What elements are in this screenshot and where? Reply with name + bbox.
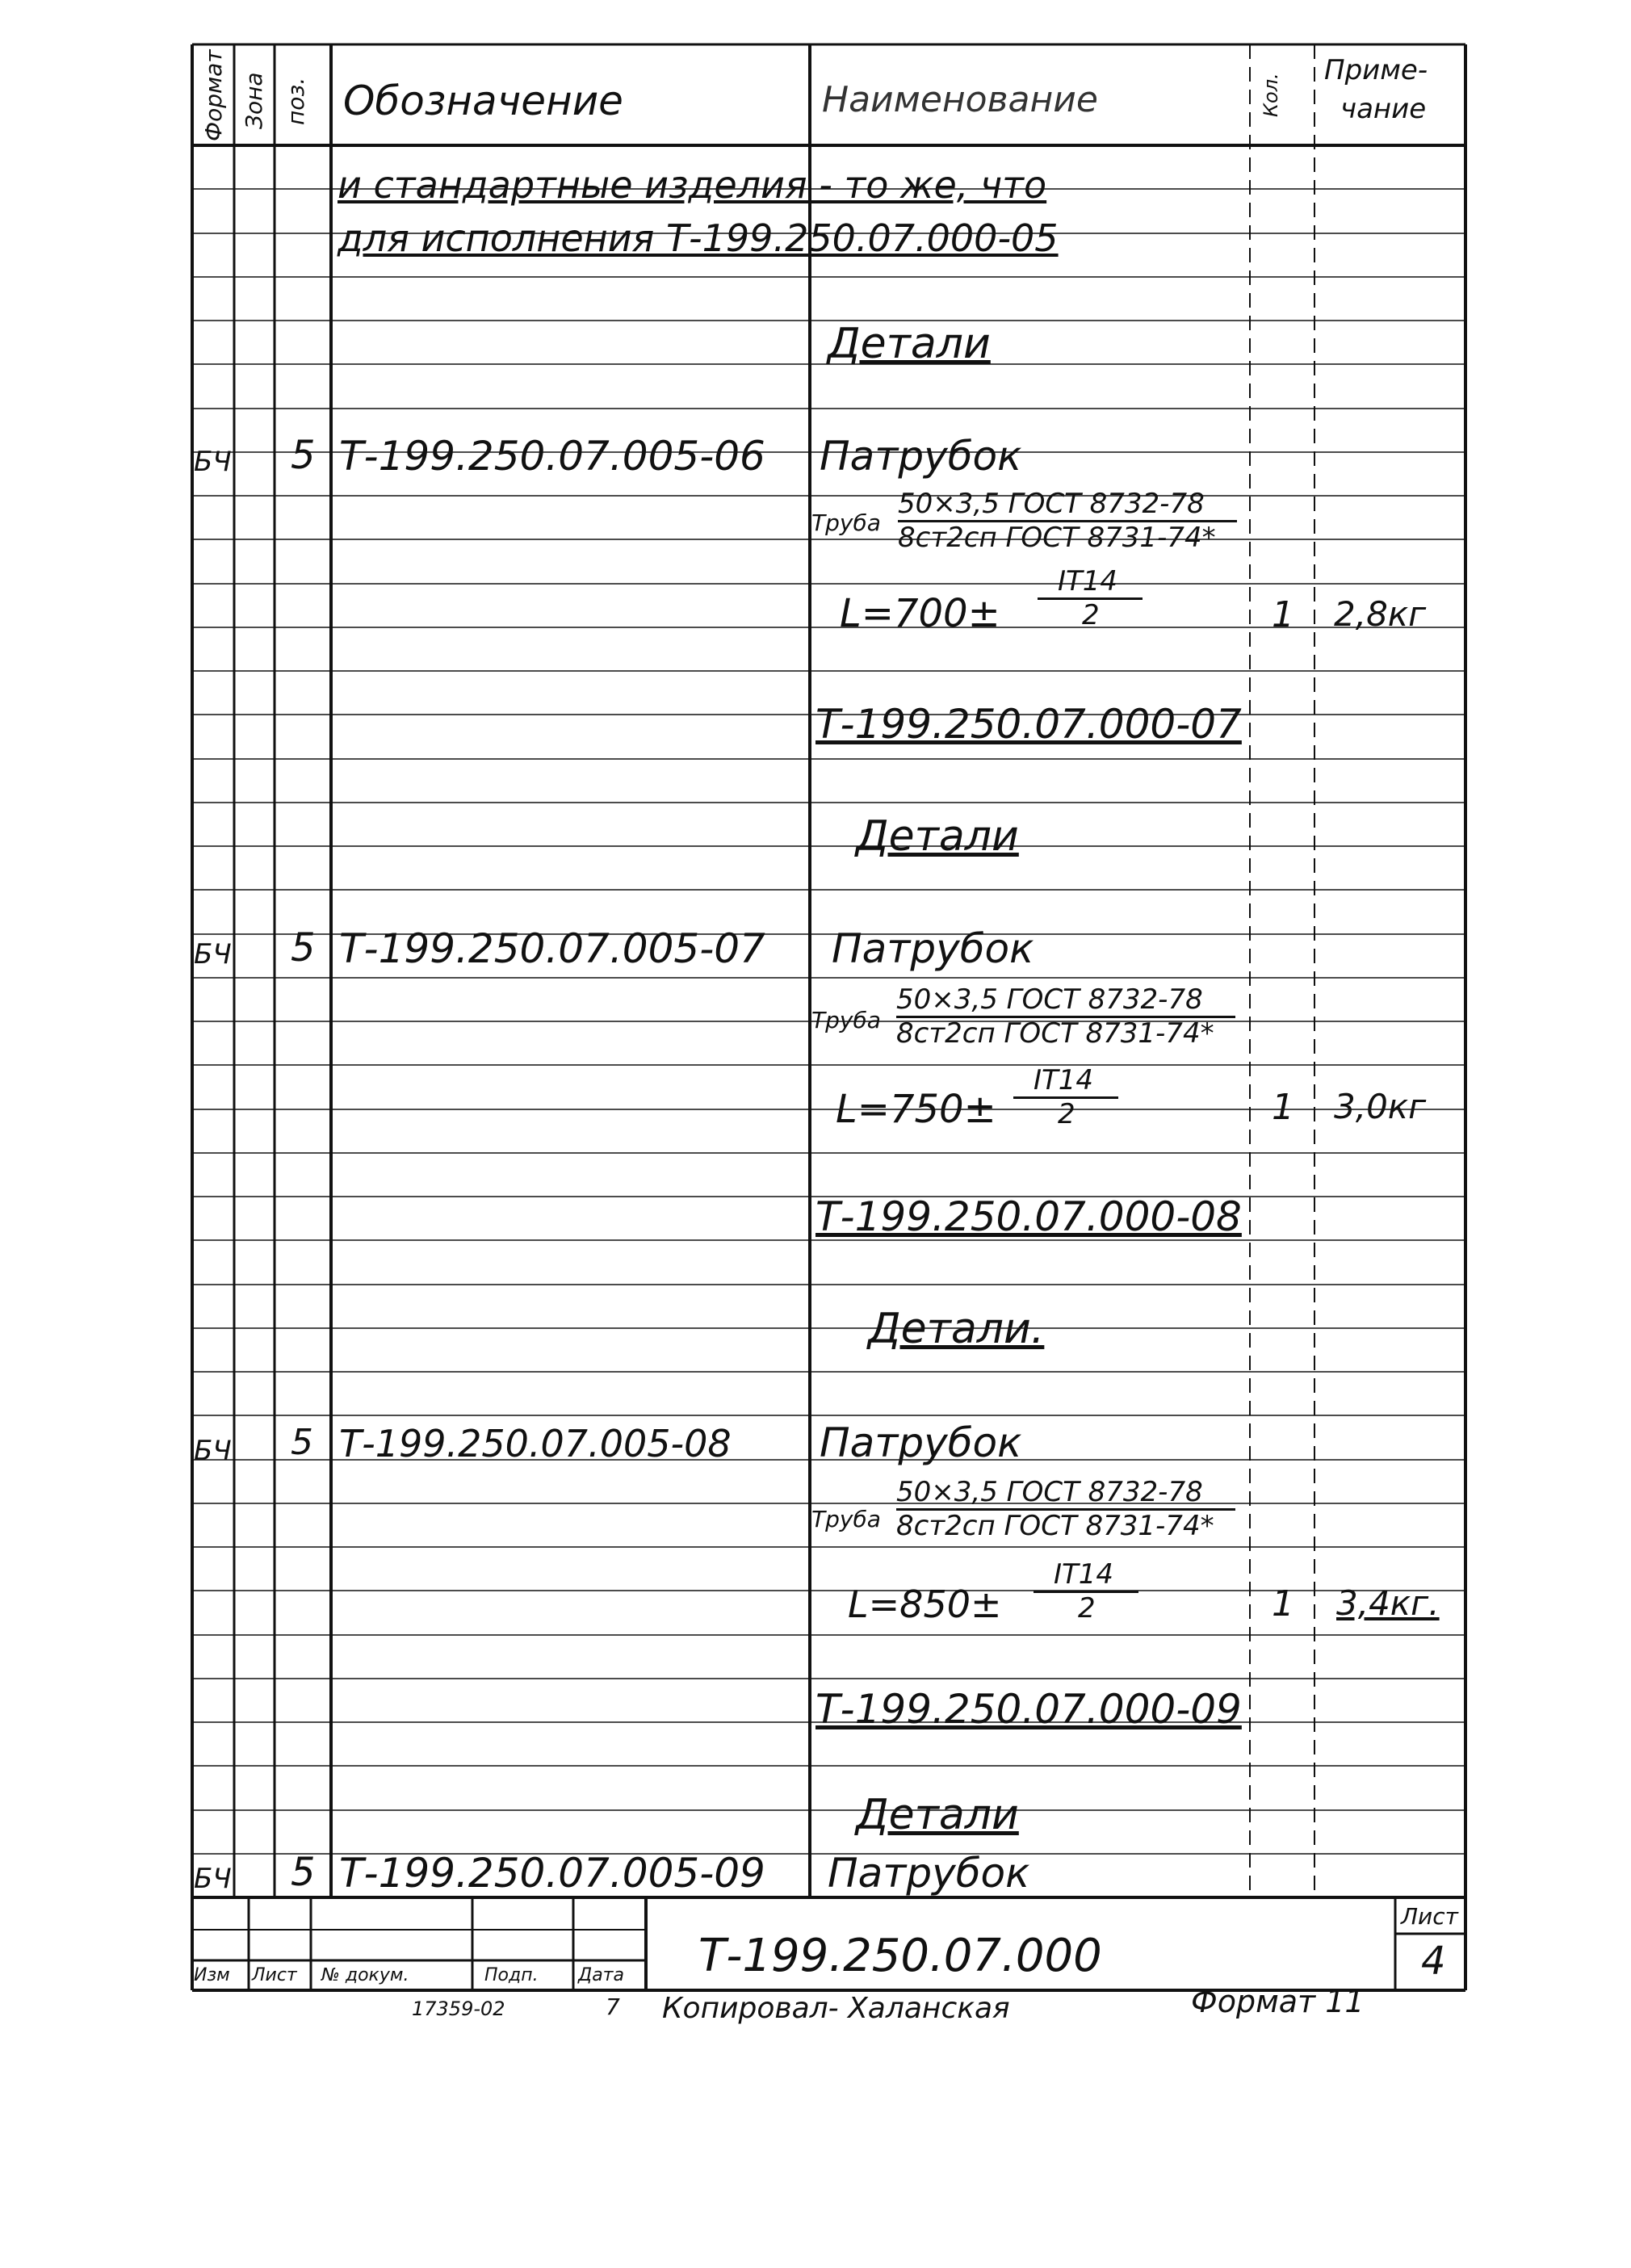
format-cell: БЧ [194, 938, 232, 971]
pipe-label: Труба [811, 1506, 881, 1532]
tolerance-divisor: 2 [1058, 1098, 1075, 1130]
pos-cell: 5 [291, 925, 316, 971]
pipe-spec-size: 50×3,5 ГОСТ 8732-78 [896, 983, 1203, 1016]
pipe-label: Труба [811, 1007, 881, 1033]
continuation-line-1: и стандартные изделия - то же, что [338, 163, 1047, 207]
title-signature: Подп. [484, 1965, 539, 1985]
qty-cell: 1 [1272, 594, 1294, 635]
pipe-spec-size: 50×3,5 ГОСТ 8732-78 [898, 488, 1205, 520]
name-cell: Патрубок [820, 433, 1022, 480]
title-sheet-label: Лист [1401, 1903, 1458, 1930]
title-izm: Изм [194, 1965, 230, 1985]
tolerance-divisor: 2 [1078, 1592, 1096, 1624]
pipe-spec-material: 8ст2сп ГОСТ 8731-74* [898, 522, 1216, 554]
footer-page: 7 [606, 1993, 620, 2020]
length-cell: L=850± [848, 1583, 1002, 1626]
footer-format: Формат 11 [1191, 1984, 1365, 2019]
name-cell: Патрубок [832, 925, 1034, 972]
length-cell: L=700± [840, 591, 1000, 636]
qty-cell: 1 [1272, 1583, 1294, 1624]
footer-inventory: 17359-02 [412, 1998, 505, 2020]
format-cell: БЧ [194, 1863, 232, 1895]
designation-cell: Т-199.250.07.005-07 [339, 925, 765, 972]
pipe-spec-size: 50×3,5 ГОСТ 8732-78 [896, 1476, 1203, 1508]
name-cell: Патрубок [828, 1850, 1030, 1897]
section-heading: Детали [856, 812, 1019, 861]
header-name: Наименование [822, 79, 1098, 120]
note-cell: 3,0кг [1334, 1087, 1427, 1126]
note-cell: 2,8кг [1334, 594, 1427, 634]
header-format: Формат [200, 49, 227, 141]
tolerance-grade: IT14 [1054, 1558, 1114, 1591]
header-designation: Обозначение [343, 78, 623, 124]
header-qty: Кол. [1260, 73, 1282, 117]
pos-cell: 5 [291, 1422, 313, 1463]
pipe-spec-material: 8ст2сп ГОСТ 8731-74* [896, 1510, 1214, 1542]
pos-cell: 5 [291, 433, 316, 478]
variant-designation: Т-199.250.07.000-09 [816, 1686, 1242, 1733]
section-heading: Детали [828, 320, 991, 368]
tolerance-divisor: 2 [1082, 599, 1100, 631]
continuation-line-2: для исполнения Т-199.250.07.000-05 [338, 216, 1059, 260]
tolerance-grade: IT14 [1034, 1064, 1094, 1096]
pipe-label: Труба [811, 509, 881, 536]
designation-cell: Т-199.250.07.005-08 [339, 1422, 732, 1465]
variant-designation: Т-199.250.07.000-07 [816, 701, 1242, 748]
tolerance-grade: IT14 [1058, 565, 1118, 597]
section-heading: Детали [856, 1791, 1019, 1839]
name-cell: Патрубок [820, 1419, 1022, 1466]
designation-cell: Т-199.250.07.005-09 [339, 1850, 765, 1897]
header-pos: поз. [283, 77, 309, 125]
header-note-line2: чание [1340, 93, 1427, 125]
title-doc-number: Т-199.250.07.000 [698, 1930, 1102, 1982]
qty-cell: 1 [1272, 1087, 1294, 1128]
pos-cell: 5 [291, 1850, 316, 1895]
header-zone: Зона [241, 72, 267, 129]
variant-designation: Т-199.250.07.000-08 [816, 1193, 1242, 1240]
note-cell: 3,4кг. [1336, 1583, 1440, 1623]
pipe-spec-material: 8ст2сп ГОСТ 8731-74* [896, 1017, 1214, 1050]
designation-cell: Т-199.250.07.005-06 [339, 433, 765, 480]
title-list: Лист [252, 1965, 297, 1985]
title-doc-no: № докум. [321, 1965, 409, 1985]
format-cell: БЧ [194, 446, 232, 478]
header-note-line1: Приме- [1324, 54, 1428, 86]
section-heading: Детали. [868, 1305, 1045, 1353]
length-cell: L=750± [836, 1087, 996, 1132]
title-date: Дата [578, 1965, 624, 1985]
format-cell: БЧ [194, 1435, 232, 1467]
footer-copied: Копировал- Халанская [662, 1992, 1010, 2025]
title-sheet-number: 4 [1421, 1939, 1446, 1984]
